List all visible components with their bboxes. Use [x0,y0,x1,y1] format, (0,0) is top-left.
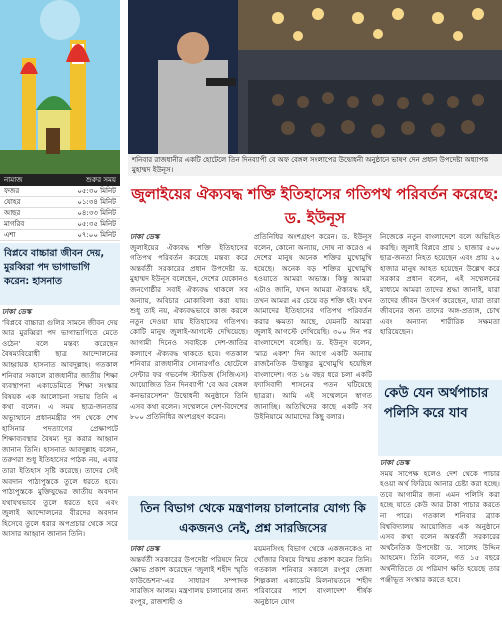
left-article-headline-box [0,243,120,305]
prayer-times-table [0,174,120,241]
right-article-body: সময় সাপেক্ষ হলেও দেশ থেকে পাচার হওয়া অর্থ ফিরিয়ে আনার চেষ্টা করা হচ্ছে। তবে আগামীর জন্য এমন পলিসি করা হচ্ছে যাতে কেউ আর টাকা পাচার করতে না পারে। গতকাল শনিবার ব্র্যাক বিশ্ববিদ্যালয় আয়োজিত এক অনুষ্ঠানে এসব কথা বলেন অন্তর্বর্তী সরকারের অর্থনৈতিক উপদেষ্টা ড. সালেহ উদ্দিন আহমেদ। তিনি বলেন, গত ১৫ বছরে অর্থনীতিতে যে পরিমাণ ক্ষতি হয়েছে তার পঞ্জীভূত সংস্কার করতে হবে। [380,468,500,584]
bottom-article-col1 [130,544,248,624]
main-article-col2 [254,232,372,494]
prayer-time: ০৫:৩০ মিনিট [77,187,116,195]
prayer-row [0,230,120,241]
right-article-desk: ঢাকা ডেস্ক [380,458,410,467]
prayer-name: এশা [4,231,16,239]
bottom-article-col2 [254,544,372,624]
prayer-name: আছর [4,209,21,217]
main-headline: জুলাইয়ের ঐক্যবদ্ধ শক্তি ইতিহাসের গতিপথ পরিবর্তন করেছে: ড. ইউনূস [131,185,499,227]
left-article-body-wrap [2,307,118,624]
left-article-headline: বিপ্লবে বাচ্চারা জীবন দেয়, মুরব্বিরা পদ ভাগাভাগি করেন: হাসনাত [4,248,105,287]
prayer-name: মাগরিব [4,220,25,228]
mosque-logo [0,0,120,175]
main-article-col3 [380,232,500,376]
prayer-name: ফজর [4,187,20,195]
prayer-time: ০৭:০০ মিনিট [77,231,116,239]
bottom-article-col1-text: অন্তর্বর্তী সরকারের উপদেষ্টা পরিষদে নিয়ে ক্ষোভ প্রকাশ করেছেন 'জুলাই শহীদ স্মৃতি ফাউন্ডেশন'-এর সাধারণ সম্পাদক সারজিস আলম। মন্ত্রণালয় চালানোর জন্য রংপুর, রাজশাহী ও [130,554,248,606]
prayer-name: যোহর [4,198,21,206]
left-article-body: 'বিপ্লবে বাচ্চারা গুলির সামনে জীবন দেয় আর মুরব্বিরা পদ ভাগাভাগিতে মেতে ওঠেন' বলে মন্তব্য করেছেন বৈষম্যবিরোধী ছাত্র আন্দোলনের আহ্বায়ক হাসনাত আবদুল্লাহ। গতকাল শনিবার সকালে রাজধানীর জাতীয় শিক্ষা ব্যবস্থাপনা একাডেমিতে শিক্ষা সংস্কার বিষয়ক এক আলোচনা সভায় তিনি এ কথা বলেন। এ সময় ছাত্র-জনতার অভ্যুত্থানে প্রধানমন্ত্রীর পদ থেকে শেখ হাসিনার পদত্যাগের প্রেক্ষাপটে শিক্ষাব্যবস্থার বৈষম্য দূর করার আহ্বান জানান তিনি। হাসনাত আবদুল্লাহ বলেন, তরুণরা শুধু ইতিহাসের পাঠক নয়, এবার তারা ইতিহাস সৃষ্টি করেছে। তাদের সেই অবদান পাঠ্যপুস্তকে তুলে ধরতে হবে। পাঠ্যপুস্তকে মুক্তিযুদ্ধের জাতীয় অবদান যথাযথভাবে তুলে ধরতে হবে এবং জুলাই আন্দোলনের বীরদের অবদান হিসেবে তুলে ধরার অপপ্রচার থেকে সরে আসার আহ্বান জানান তিনি। [2,317,118,539]
left-column [0,0,120,624]
right-article-headline: কেউ যেন অর্থপাচার পলিসি করে যাব [378,380,502,456]
main-article-col2-text: প্রতিনিধির অংশগ্রহণ করেন। ড. ইউনূস বলেন, কোনো অন্যায়, দোষ না করেও এ দেশের মানুষ অনেক শক্তির মুখোমুখি হয়েছে। অনেক বড় শক্তির মুখোমুখি হওয়াতে আমরা অভ্যস্ত। কিন্তু আমরা এটাও জানি, যখন আমরা ঐক্যবদ্ধ হই, তখন আমরা এর চেয়ে বড় শক্তি হই। যখন আমাদের ইতিহাসের গতিপথ পরিবর্তন করার ক্ষমতা আছে, যেমনটি আমরা জুলাই আগস্টে দেখিয়েছি। ৩০০ দিন পর বাংলাদেশে বলেছি। ড. ইউনূস বলেন, 'মাত্র একশ' দিন আগে একটি অন্যায় রাজনৈতিক উদ্বাস্তুর মুখোমুখি হয়েছিল বাংলাদেশ। গত ১৬ বছর ধরে চলা একটি ফ্যাসিবাদী শাসনের পতন ঘটিয়েছে ছাত্ররা। আমি এই সম্মেলনে স্বাগত জানাচ্ছি। অতিথিদের কাছে একটি সব উইনিয়ামে আমাদের কিছু বলার। [254,232,372,422]
bottom-article-desk: ঢাকা ডেস্ক [130,544,160,553]
bottom-article-headline: তিন বিভাগ থেকে মন্ত্রণালয় চালানোর যোগ্য কি একজনও নেই, প্রশ্ন সারজিসের [128,496,378,540]
main-article-desk: ঢাকা ডেস্ক [130,232,160,241]
main-article-col3-text: নিজেকে নতুন বাংলাদেশে বলে অভিহিত করছি। জুলাই বিপ্লবে প্রায় ১ হাজার ৫০০ ছাত্র-জনতা নিহত হয়েছেন এবং প্রায় ২০ হাজার মানুষ আহত হয়েছেন উল্লেখ করে সরকার প্রধান বলেন, এই সম্মেলনের মাধ্যমে আমরা তাদের শ্রদ্ধা জানাই, যারা তাদের জীবন উৎসর্গ করেছেন, যারা তারা জীবনের জন্য তাদের অঙ্গ-প্রত্যঙ্গ, চোখ এবং অন্যান্য শারীরিক সক্ষমতা হারিয়েছেন। [380,232,500,337]
prayer-time: ০১:৩৪ মিনিট [77,198,116,206]
main-photo [128,0,502,154]
prayer-header-name: নামাজ [4,176,23,184]
photo-caption: শনিবার রাজধানীর একটি হোটেলে তিন দিনব্যাপী বে অফ বেঙ্গল সংলাপের উদ্বোধনী অনুষ্ঠানে ভাষণ দেন প্রধান উপদেষ্টা অধ্যাপক মুহাম্মদ ইউনূস। [128,154,502,176]
prayer-header-time: শুরুর সময় [85,176,116,184]
prayer-time: ০৪:৩৩ মিনিট [77,209,116,217]
left-article-desk: ঢাকা ডেস্ক [2,307,32,316]
main-article-col1-text: জুলাইয়ের ঐক্যবদ্ধ শক্তি ইতিহাসের গতিপথ পরিবর্তন করেছে মন্তব্য করে অন্তর্বর্তী সরকারের প্রধান উপদেষ্টা ড. মুহাম্মদ ইউনূস বলেছেন, দেশের যেকোনও জনগোষ্ঠীর সবাই ঐক্যবদ্ধ থাকলে সব অন্যায়, অবিচার মোকাবিলা করা যায়। শুধু তাই নয়, ঐক্যবদ্ধভাবে কাজ করলে নতুন দেওয়া যায় ইতিহাসের গতিপথ। কোটি মানুষ জুলাই-আগস্টে দেখিয়েছে। আগামী দিনেও সবাইকে দেশ-জাতির কল্যাণে ঐক্যবদ্ধ থাকতে হবে। গতকাল শনিবার রাজধানীর সোনারগাঁও হোটেলে সেন্টার ফর গভর্নেন্স স্টাডিজ (সিজিএস) আয়োজিত তিন দিনব্যাপী 'বে অব বেঙ্গল কনভারসেশন' উদ্বোধনী অনুষ্ঠানে তিনি এসব কথা বলেন। সম্মেলনে দেশ-বিদেশের ৮০০ প্রতিনিধির অংশগ্রহণ করেন। [130,242,248,422]
bottom-article-col2-text: ময়মনসিংহ বিভাগ থেকে একজনকেও না খোঁজার বিষয়ে বিস্ময় প্রকাশ করেন তিনি। গতকাল শনিবার সকালে রংপুর জেলা শিল্পকলা একাডেমি মিলনায়তনে 'শহীদ পরিবারের পাশে বাংলাদেশ' শীর্ষক অনুষ্ঠানে যোগ [254,544,372,606]
prayer-time: ০৫:৩৫ মিনিট [77,220,116,228]
main-article-col1 [130,232,248,494]
right-article-body-wrap [380,458,500,624]
